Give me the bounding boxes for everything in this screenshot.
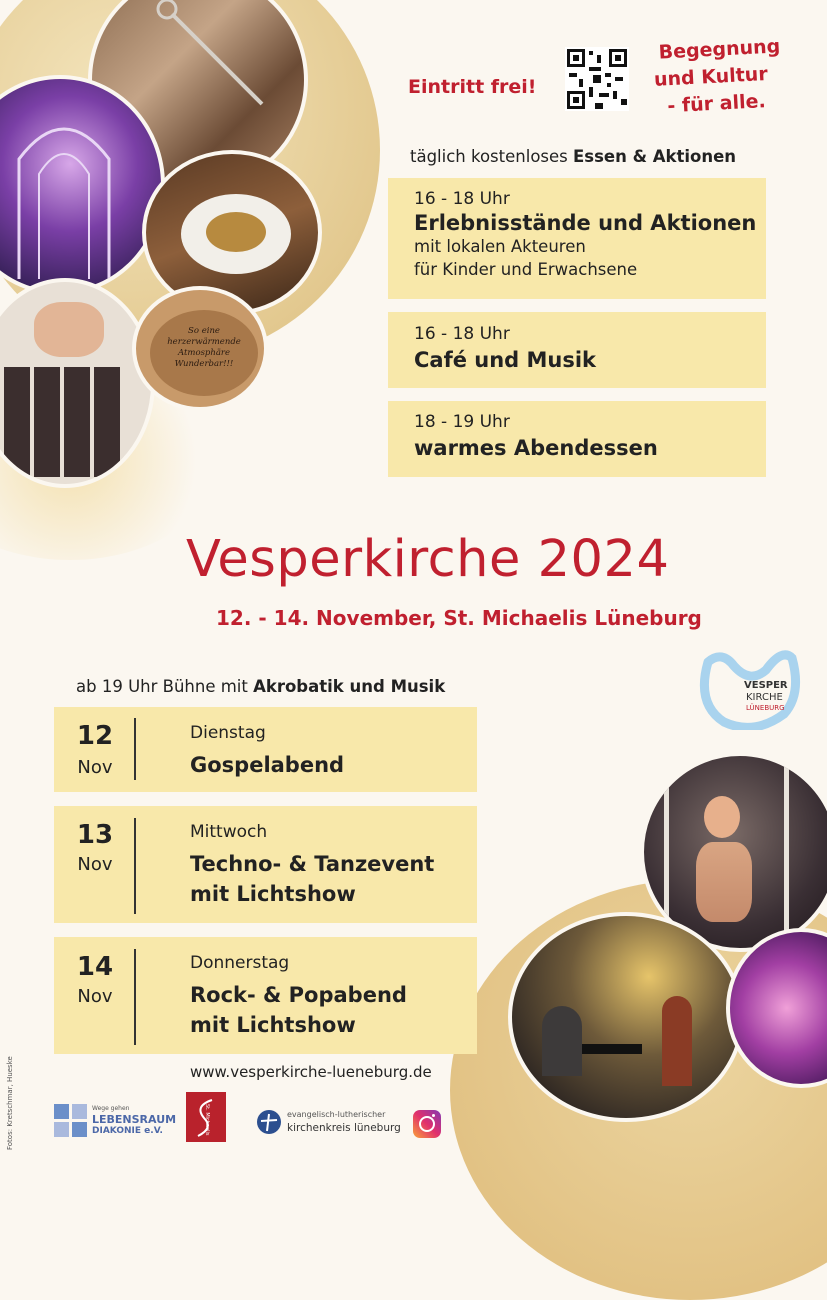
slogan: Begegnung und Kultur - für alle. (653, 35, 781, 118)
activity-box-3: 18 - 19 Uhr warmes Abendessen (388, 401, 766, 477)
photo-note-card: So eine herzerwärmende Atmosphäre Wunderbar!!! (132, 286, 268, 411)
daily-intro: täglich kostenloses Essen & Aktionen (410, 147, 737, 166)
evening-intro: ab 19 Uhr Bühne mit Akrobatik und Musik (76, 677, 446, 696)
cross-circle-icon (256, 1109, 282, 1135)
event-box-12: 12 Nov Dienstag Gospelabend (54, 707, 477, 792)
event-box-13: 13 Nov Mittwoch Techno- & Tanzevent mit Lichtshow (54, 806, 477, 923)
event-subtitle: 12. - 14. November, St. Michaelis Lüneburg (216, 606, 702, 630)
diakonie-icon (54, 1104, 88, 1138)
activity-box-1: 16 - 18 Uhr Erlebnisstände und Aktionen mit lokalen Akteuren für Kinder und Erwachsene (388, 178, 766, 299)
instagram-icon[interactable] (413, 1110, 441, 1138)
divider (134, 718, 136, 780)
event-box-14: 14 Nov Donnerstag Rock- & Popabend mit Lichtshow (54, 937, 477, 1054)
vesperkirche-logo: VESPER KIRCHE LÜNEBURG (694, 644, 804, 730)
diakonie-logo[interactable]: Wege gehen LEBENSRAUM DIAKONIE e.V. (54, 1104, 179, 1140)
photo-credit: Fotos: Kretschmar, Hueske (6, 1056, 14, 1150)
page-title: Vesperkirche 2024 (186, 530, 670, 589)
st-michaelis-logo[interactable]: St. Michaelis (186, 1092, 226, 1142)
divider (134, 818, 136, 914)
photo-band-concert (508, 912, 744, 1122)
website-link[interactable]: www.vesperkirche-lueneburg.de (190, 1063, 432, 1081)
photo-food-plate (142, 150, 322, 315)
divider (134, 949, 136, 1045)
free-entry: Eintritt frei! (408, 76, 537, 98)
activity-box-2: 16 - 18 Uhr Café und Musik (388, 312, 766, 388)
kirchenkreis-logo[interactable]: evangelisch-lutherischer kirchenkreis lüneburg (256, 1108, 406, 1138)
qr-code[interactable] (565, 47, 629, 111)
